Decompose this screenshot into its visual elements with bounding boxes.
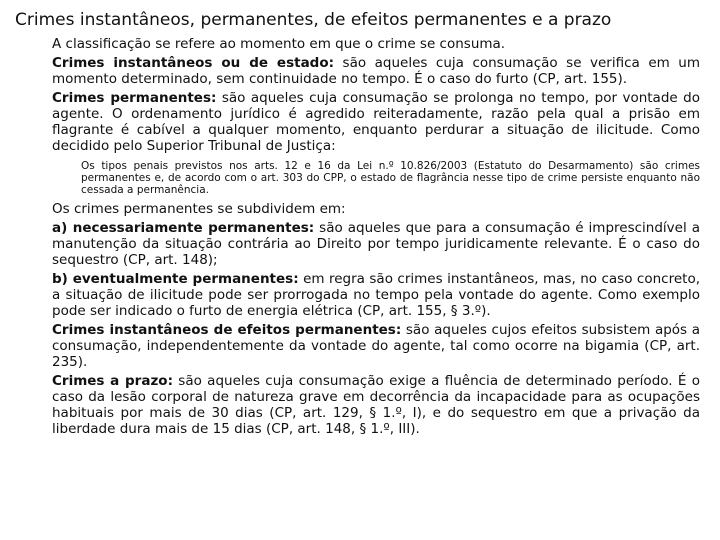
efeitos-text: são aqueles cujos efeitos subsistem após a consumação, independentemente da vontade do agente, tal como ocorre na bigamia (CP, art. 235). [52,322,701,370]
eventualmente-paragraph [52,271,700,319]
efeitos-paragraph [52,322,700,370]
slide-title: Crimes instantâneos, permanentes, de efeitos permanentes e a prazo [15,10,612,30]
slide-body [52,36,700,440]
permanentes-term: Crimes permanentes: [52,90,217,106]
prazo-term: Crimes a prazo: [52,373,173,389]
efeitos-term: Crimes instantâneos de efeitos permanentes: [52,322,402,338]
intro-paragraph: A classificação se refere ao momento em que o crime se consuma. [52,36,506,52]
permanentes-paragraph [52,90,700,154]
necessariamente-term: a) necessariamente permanentes: [52,220,315,236]
prazo-paragraph [52,373,700,437]
necessariamente-paragraph [52,220,700,268]
prazo-text: são aqueles cuja consumação exige a fluência de determinado período. É o caso da lesão corporal de natureza grave em decorrência da incapacidade para as ocupações habituais por mais de 30 dias (CP, art. 129, § 1.º, I), e do sequestro em que a privação da liberdade dura mais de 15 dias (CP, art. 148, § 1.º, III). [52,373,700,437]
eventualmente-text: em regra são crimes instantâneos, mas, no caso concreto, a situação de ilicitude pode ser prorrogada no tempo pela vontade do agente. Como exemplo pode ser indicado o furto de energia elétrica (CP, art. 155, § 3.º). [52,271,700,319]
subdivide-paragraph: Os crimes permanentes se subdividem em: [52,201,346,217]
stj-quote: Os tipos penais previstos nos arts. 12 e 16 da Lei n.º 10.826/2003 (Estatuto do Desarmamento) são crimes permanentes e, de acordo com o art. 303 do CPP, o estado de flagrância nesse tipo de crime persiste enquanto não cessada a permanência. [81,160,700,196]
permanentes-text: são aqueles cuja consumação se prolonga no tempo, por vontade do agente. O ordenamento jurídico é agredido reiteradamente, razão pela qual a prisão em flagrante é cabível a qualquer momento, enquanto perdurar a situação de ilicitude. Como decidido pelo Superior Tribunal de Justiça: [52,90,700,154]
instantaneos-paragraph [52,55,700,87]
necessariamente-text: são aqueles que para a consumação é imprescindível a manutenção da situação contrária ao Direito por tempo juridicamente relevante. É o caso do sequestro (CP, art. 148); [52,220,700,268]
eventualmente-term: b) eventualmente permanentes: [52,271,299,287]
instantaneos-text: são aqueles cuja consumação se verifica em um momento determinado, sem continuidade no tempo. É o caso do furto (CP, art. 155). [52,55,700,87]
instantaneos-term: Crimes instantâneos ou de estado: [52,55,335,71]
